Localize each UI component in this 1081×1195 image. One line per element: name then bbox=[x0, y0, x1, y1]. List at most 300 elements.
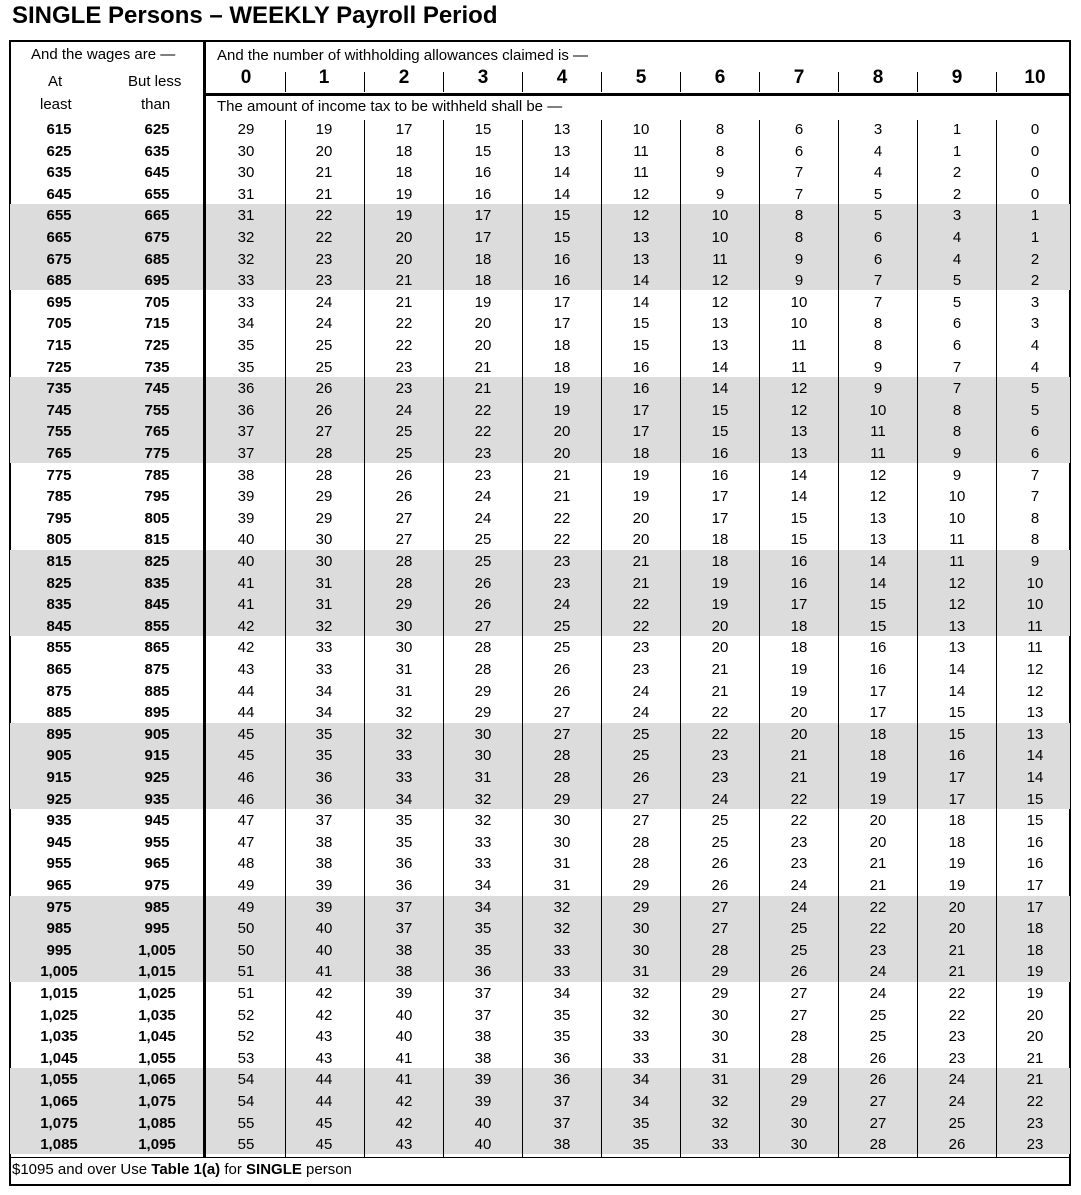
table-row bbox=[0, 832, 1081, 853]
at-least-header-line1: At bbox=[48, 73, 63, 90]
tax-amount-cell: 31 bbox=[315, 596, 333, 614]
tax-amount-cell: 18 bbox=[632, 445, 650, 462]
tax-amount-cell: 21 bbox=[869, 855, 887, 873]
tax-amount-cell: 33 bbox=[395, 747, 413, 765]
tax-amount-cell: 37 bbox=[395, 920, 413, 938]
tax-amount-cell: 18 bbox=[790, 639, 808, 657]
tax-amount-cell: 45 bbox=[237, 725, 255, 743]
tax-amount-cell: 36 bbox=[315, 769, 333, 786]
tax-amount-cell: 40 bbox=[474, 1114, 492, 1132]
tax-amount-cell: 12 bbox=[790, 401, 808, 419]
tax-amount-cell: 25 bbox=[315, 358, 333, 376]
tax-amount-cell: 23 bbox=[1026, 1114, 1044, 1132]
table-row bbox=[0, 184, 1081, 205]
tax-amount-cell: 26 bbox=[553, 682, 571, 700]
tax-amount-cell: 5 bbox=[873, 207, 883, 225]
tax-amount-cell: 26 bbox=[632, 769, 650, 786]
wage-at-least: 985 bbox=[46, 920, 72, 938]
allowance-column-header: 3 bbox=[477, 67, 489, 88]
tax-amount-cell: 16 bbox=[632, 380, 650, 398]
tax-amount-cell: 22 bbox=[948, 1006, 966, 1024]
tax-amount-cell: 22 bbox=[948, 985, 966, 1002]
tax-amount-cell: 20 bbox=[711, 617, 729, 635]
but-less-header-line1: But less bbox=[128, 73, 182, 90]
tax-amount-cell: 37 bbox=[315, 812, 333, 830]
tax-amount-cell: 40 bbox=[315, 920, 333, 938]
tax-amount-cell: 9 bbox=[952, 445, 962, 462]
tax-amount-cell: 32 bbox=[711, 1093, 729, 1110]
tax-amount-cell: 21 bbox=[315, 185, 333, 203]
but-less-header-line2: than bbox=[141, 96, 171, 113]
tax-amount-cell: 27 bbox=[315, 423, 333, 441]
wage-but-less-than: 1,015 bbox=[138, 963, 176, 981]
tax-amount-cell: 29 bbox=[474, 704, 492, 722]
wage-but-less-than: 755 bbox=[144, 401, 170, 419]
tax-amount-cell: 22 bbox=[395, 315, 413, 333]
tax-amount-cell: 11 bbox=[712, 250, 728, 268]
tax-amount-cell: 22 bbox=[790, 790, 808, 808]
tax-amount-cell: 8 bbox=[952, 423, 962, 441]
tax-amount-cell: 32 bbox=[553, 920, 571, 938]
tax-amount-cell: 38 bbox=[395, 963, 413, 981]
tax-amount-cell: 35 bbox=[395, 833, 413, 851]
tax-amount-cell: 45 bbox=[237, 747, 255, 765]
allowance-column-header: 8 bbox=[872, 67, 884, 88]
tax-amount-cell: 16 bbox=[1026, 855, 1044, 873]
wage-at-least: 795 bbox=[46, 509, 72, 527]
tax-amount-cell: 16 bbox=[1026, 833, 1044, 851]
tax-amount-cell: 22 bbox=[474, 423, 492, 441]
tax-amount-cell: 31 bbox=[237, 185, 255, 203]
wage-but-less-than: 805 bbox=[144, 509, 170, 527]
tax-amount-cell: 25 bbox=[395, 445, 413, 462]
table-row bbox=[0, 853, 1081, 874]
wage-but-less-than: 935 bbox=[144, 790, 170, 808]
tax-amount-cell: 26 bbox=[790, 963, 808, 981]
tax-amount-cell: 18 bbox=[948, 833, 966, 851]
table-row bbox=[0, 313, 1081, 334]
tax-amount-cell: 13 bbox=[1026, 704, 1044, 722]
wage-at-least: 775 bbox=[46, 466, 72, 484]
tax-amount-cell: 24 bbox=[790, 877, 808, 894]
tax-amount-cell: 16 bbox=[632, 358, 650, 376]
tax-amount-cell: 13 bbox=[790, 445, 808, 462]
tax-amount-cell: 38 bbox=[237, 466, 255, 484]
tax-amount-cell: 12 bbox=[1026, 682, 1044, 700]
tax-amount-cell: 28 bbox=[474, 661, 492, 678]
table-row bbox=[0, 508, 1081, 529]
tax-amount-cell: 13 bbox=[711, 315, 729, 333]
tax-amount-cell: 23 bbox=[474, 466, 492, 484]
tax-amount-cell: 33 bbox=[237, 272, 255, 290]
table-row bbox=[0, 270, 1081, 291]
amount-caption: The amount of income tax to be withheld shall be — bbox=[217, 98, 563, 115]
tax-amount-cell: 2 bbox=[1030, 272, 1040, 290]
tax-amount-cell: 18 bbox=[869, 725, 887, 743]
tax-amount-cell: 31 bbox=[711, 1071, 729, 1089]
wage-at-least: 845 bbox=[46, 617, 72, 635]
wage-but-less-than: 975 bbox=[144, 877, 170, 894]
tax-amount-cell: 10 bbox=[1026, 596, 1044, 614]
table-row bbox=[0, 119, 1081, 140]
tax-amount-cell: 13 bbox=[553, 142, 571, 160]
tax-amount-cell: 21 bbox=[711, 661, 729, 678]
tax-amount-cell: 21 bbox=[1026, 1049, 1044, 1067]
tax-amount-cell: 24 bbox=[395, 401, 413, 419]
tax-amount-cell: 18 bbox=[474, 250, 492, 268]
allowance-column-header: 0 bbox=[240, 67, 252, 88]
tax-amount-cell: 6 bbox=[873, 250, 883, 268]
tax-amount-cell: 30 bbox=[395, 617, 413, 635]
tax-amount-cell: 28 bbox=[315, 445, 333, 462]
allowance-column-header: 5 bbox=[635, 67, 647, 88]
tax-amount-cell: 21 bbox=[632, 553, 650, 570]
tax-amount-cell: 16 bbox=[474, 185, 492, 203]
tax-amount-cell: 17 bbox=[632, 401, 650, 419]
tax-amount-cell: 15 bbox=[632, 337, 650, 354]
tax-amount-cell: 16 bbox=[948, 747, 966, 765]
wage-but-less-than: 635 bbox=[144, 142, 170, 160]
table-row bbox=[0, 249, 1081, 270]
tax-amount-cell: 48 bbox=[237, 855, 255, 873]
wage-at-least: 1,055 bbox=[40, 1071, 78, 1089]
tax-amount-cell: 43 bbox=[395, 1136, 413, 1154]
tax-amount-cell: 20 bbox=[474, 315, 492, 333]
tax-amount-cell: 22 bbox=[553, 531, 571, 549]
tax-amount-cell: 32 bbox=[632, 1006, 650, 1024]
table-row bbox=[0, 335, 1081, 356]
tax-amount-cell: 21 bbox=[790, 747, 808, 765]
table-row bbox=[0, 141, 1081, 162]
allowance-column-header: 10 bbox=[1024, 67, 1046, 88]
tax-amount-cell: 6 bbox=[952, 315, 962, 333]
tax-amount-cell: 12 bbox=[948, 596, 966, 614]
tax-amount-cell: 25 bbox=[632, 747, 650, 765]
tax-amount-cell: 26 bbox=[315, 401, 333, 419]
tax-amount-cell: 20 bbox=[790, 725, 808, 743]
tax-amount-cell: 21 bbox=[395, 293, 413, 311]
tax-amount-cell: 22 bbox=[553, 509, 571, 527]
footer-prefix: $1095 and over Use bbox=[12, 1161, 152, 1178]
tax-amount-cell: 28 bbox=[632, 855, 650, 873]
tax-amount-cell: 31 bbox=[553, 877, 571, 894]
footer-middle: for bbox=[220, 1161, 247, 1178]
tax-amount-cell: 22 bbox=[315, 207, 333, 225]
wage-but-less-than: 785 bbox=[144, 466, 170, 484]
tax-amount-cell: 29 bbox=[395, 596, 413, 614]
tax-amount-cell: 15 bbox=[869, 596, 887, 614]
tax-amount-cell: 32 bbox=[237, 229, 255, 246]
tax-amount-cell: 33 bbox=[315, 639, 333, 657]
tax-amount-cell: 17 bbox=[553, 315, 571, 333]
tax-amount-cell: 32 bbox=[474, 790, 492, 808]
wage-at-least: 885 bbox=[46, 704, 72, 722]
tax-amount-cell: 1 bbox=[1030, 207, 1040, 225]
wage-but-less-than: 675 bbox=[144, 229, 170, 246]
tax-amount-cell: 31 bbox=[395, 661, 413, 678]
tax-amount-cell: 7 bbox=[952, 380, 962, 398]
header-column-separator bbox=[680, 72, 681, 92]
tax-amount-cell: 14 bbox=[790, 488, 808, 506]
tax-amount-cell: 44 bbox=[237, 704, 255, 722]
tax-amount-cell: 30 bbox=[632, 920, 650, 938]
tax-amount-cell: 1 bbox=[1030, 229, 1040, 246]
tax-amount-cell: 46 bbox=[237, 790, 255, 808]
tax-amount-cell: 18 bbox=[553, 337, 571, 354]
tax-amount-cell: 2 bbox=[1030, 250, 1040, 268]
tax-amount-cell: 25 bbox=[869, 1028, 887, 1046]
tax-amount-cell: 20 bbox=[395, 250, 413, 268]
tax-amount-cell: 14 bbox=[632, 272, 650, 290]
tax-amount-cell: 13 bbox=[869, 509, 887, 527]
wage-at-least: 865 bbox=[46, 661, 72, 678]
tax-amount-cell: 13 bbox=[632, 250, 650, 268]
wage-but-less-than: 705 bbox=[144, 293, 170, 311]
tax-amount-cell: 36 bbox=[553, 1049, 571, 1067]
tax-amount-cell: 23 bbox=[395, 358, 413, 376]
tax-amount-cell: 5 bbox=[873, 185, 883, 203]
table-row bbox=[0, 443, 1081, 464]
tax-amount-cell: 38 bbox=[315, 855, 333, 873]
wage-but-less-than: 835 bbox=[144, 574, 170, 592]
tax-amount-cell: 53 bbox=[237, 1049, 255, 1067]
tax-amount-cell: 32 bbox=[553, 898, 571, 916]
tax-amount-cell: 33 bbox=[632, 1049, 650, 1067]
tax-amount-cell: 20 bbox=[711, 639, 729, 657]
wage-but-less-than: 745 bbox=[144, 380, 170, 398]
tax-amount-cell: 0 bbox=[1030, 164, 1040, 182]
tax-amount-cell: 26 bbox=[553, 661, 571, 678]
tax-amount-cell: 5 bbox=[1030, 380, 1040, 398]
tax-amount-cell: 14 bbox=[869, 574, 887, 592]
tax-amount-cell: 11 bbox=[949, 553, 965, 570]
tax-amount-cell: 24 bbox=[632, 704, 650, 722]
tax-amount-cell: 22 bbox=[711, 725, 729, 743]
tax-amount-cell: 22 bbox=[474, 401, 492, 419]
footer-divider-line bbox=[10, 1157, 1071, 1158]
tax-amount-cell: 33 bbox=[237, 293, 255, 311]
tax-amount-cell: 28 bbox=[395, 574, 413, 592]
tax-amount-cell: 22 bbox=[632, 617, 650, 635]
wage-but-less-than: 905 bbox=[144, 725, 170, 743]
tax-amount-cell: 34 bbox=[315, 682, 333, 700]
at-least-header-line2: least bbox=[40, 96, 72, 113]
table-row bbox=[0, 659, 1081, 680]
wage-but-less-than: 985 bbox=[144, 898, 170, 916]
footer-note bbox=[12, 1161, 352, 1178]
wage-but-less-than: 625 bbox=[144, 121, 170, 138]
tax-amount-cell: 38 bbox=[553, 1136, 571, 1154]
tax-amount-cell: 24 bbox=[474, 488, 492, 506]
tax-amount-cell: 50 bbox=[237, 941, 255, 959]
tax-amount-cell: 31 bbox=[237, 207, 255, 225]
tax-amount-cell: 17 bbox=[948, 790, 966, 808]
tax-amount-cell: 4 bbox=[952, 250, 962, 268]
tax-amount-cell: 23 bbox=[315, 272, 333, 290]
tax-amount-cell: 28 bbox=[869, 1136, 887, 1154]
tax-amount-cell: 17 bbox=[1026, 877, 1044, 894]
tax-amount-cell: 39 bbox=[474, 1071, 492, 1089]
tax-amount-cell: 13 bbox=[948, 639, 966, 657]
tax-amount-cell: 26 bbox=[869, 1071, 887, 1089]
tax-amount-cell: 42 bbox=[315, 985, 333, 1002]
tax-amount-cell: 6 bbox=[952, 337, 962, 354]
tax-amount-cell: 25 bbox=[790, 920, 808, 938]
tax-amount-cell: 8 bbox=[1030, 509, 1040, 527]
tax-amount-cell: 30 bbox=[395, 639, 413, 657]
tax-amount-cell: 15 bbox=[711, 401, 729, 419]
tax-amount-cell: 25 bbox=[553, 639, 571, 657]
tax-amount-cell: 22 bbox=[395, 337, 413, 354]
tax-amount-cell: 23 bbox=[869, 941, 887, 959]
table-row bbox=[0, 1005, 1081, 1026]
tax-amount-cell: 40 bbox=[474, 1136, 492, 1154]
allowance-column-header: 1 bbox=[318, 67, 330, 88]
allowance-column-header: 6 bbox=[714, 67, 726, 88]
tax-amount-cell: 36 bbox=[237, 380, 255, 398]
tax-amount-cell: 13 bbox=[869, 531, 887, 549]
tax-amount-cell: 35 bbox=[315, 747, 333, 765]
tax-amount-cell: 36 bbox=[474, 963, 492, 981]
tax-amount-cell: 35 bbox=[474, 941, 492, 959]
tax-amount-cell: 39 bbox=[315, 877, 333, 894]
tax-amount-cell: 49 bbox=[237, 898, 255, 916]
tax-amount-cell: 47 bbox=[237, 833, 255, 851]
tax-amount-cell: 18 bbox=[395, 164, 413, 182]
tax-amount-cell: 38 bbox=[315, 833, 333, 851]
tax-amount-cell: 24 bbox=[869, 985, 887, 1002]
tax-amount-cell: 36 bbox=[315, 790, 333, 808]
tax-amount-cell: 32 bbox=[632, 985, 650, 1002]
tax-amount-cell: 22 bbox=[1026, 1093, 1044, 1110]
tax-amount-cell: 31 bbox=[315, 574, 333, 592]
tax-amount-cell: 33 bbox=[553, 963, 571, 981]
tax-amount-cell: 40 bbox=[395, 1006, 413, 1024]
header-column-separator bbox=[443, 72, 444, 92]
tax-amount-cell: 20 bbox=[869, 812, 887, 830]
tax-amount-cell: 16 bbox=[869, 661, 887, 678]
tax-amount-cell: 22 bbox=[315, 229, 333, 246]
tax-amount-cell: 43 bbox=[237, 661, 255, 678]
tax-amount-cell: 14 bbox=[553, 164, 571, 182]
tax-amount-cell: 19 bbox=[474, 293, 492, 311]
tax-amount-cell: 10 bbox=[1026, 574, 1044, 592]
tax-amount-cell: 28 bbox=[474, 639, 492, 657]
table-row bbox=[0, 1134, 1081, 1155]
tax-amount-cell: 7 bbox=[1030, 488, 1040, 506]
table-row bbox=[0, 551, 1081, 572]
table-row bbox=[0, 1048, 1081, 1069]
tax-amount-cell: 11 bbox=[633, 164, 649, 182]
tax-amount-cell: 7 bbox=[952, 358, 962, 376]
tax-amount-cell: 21 bbox=[315, 164, 333, 182]
table-row bbox=[0, 357, 1081, 378]
tax-amount-cell: 17 bbox=[790, 596, 808, 614]
tax-amount-cell: 24 bbox=[632, 682, 650, 700]
wage-at-least: 835 bbox=[46, 596, 72, 614]
tax-amount-cell: 19 bbox=[1026, 985, 1044, 1002]
wage-at-least: 805 bbox=[46, 531, 72, 549]
tax-amount-cell: 30 bbox=[632, 941, 650, 959]
tax-amount-cell: 27 bbox=[790, 985, 808, 1002]
tax-amount-cell: 26 bbox=[711, 877, 729, 894]
tax-amount-cell: 19 bbox=[711, 574, 729, 592]
tax-amount-cell: 20 bbox=[553, 423, 571, 441]
tax-amount-cell: 21 bbox=[948, 963, 966, 981]
table-row bbox=[0, 594, 1081, 615]
wage-at-least: 685 bbox=[46, 272, 72, 290]
wage-but-less-than: 1,055 bbox=[138, 1049, 176, 1067]
allowance-column-header: 9 bbox=[951, 67, 963, 88]
table-row bbox=[0, 810, 1081, 831]
tax-amount-cell: 20 bbox=[632, 509, 650, 527]
wage-but-less-than: 865 bbox=[144, 639, 170, 657]
tax-amount-cell: 34 bbox=[237, 315, 255, 333]
allowance-column-header: 2 bbox=[398, 67, 410, 88]
tax-amount-cell: 14 bbox=[1026, 769, 1044, 786]
tax-amount-cell: 30 bbox=[474, 725, 492, 743]
tax-amount-cell: 24 bbox=[711, 790, 729, 808]
tax-amount-cell: 17 bbox=[474, 207, 492, 225]
wage-at-least: 1,005 bbox=[40, 963, 78, 981]
table-row bbox=[0, 400, 1081, 421]
tax-amount-cell: 18 bbox=[474, 272, 492, 290]
tax-amount-cell: 11 bbox=[791, 358, 807, 376]
tax-amount-cell: 37 bbox=[237, 423, 255, 441]
tax-amount-cell: 1 bbox=[952, 142, 962, 160]
tax-amount-cell: 16 bbox=[553, 250, 571, 268]
tax-amount-cell: 17 bbox=[553, 293, 571, 311]
wage-at-least: 765 bbox=[46, 445, 72, 462]
tax-amount-cell: 35 bbox=[553, 1028, 571, 1046]
tax-amount-cell: 29 bbox=[237, 121, 255, 138]
tax-amount-cell: 12 bbox=[632, 185, 650, 203]
tax-amount-cell: 10 bbox=[711, 207, 729, 225]
table-row bbox=[0, 918, 1081, 939]
tax-amount-cell: 17 bbox=[711, 509, 729, 527]
tax-amount-cell: 23 bbox=[790, 855, 808, 873]
tax-amount-cell: 29 bbox=[315, 509, 333, 527]
tax-amount-cell: 21 bbox=[395, 272, 413, 290]
tax-amount-cell: 20 bbox=[553, 445, 571, 462]
wage-but-less-than: 655 bbox=[144, 185, 170, 203]
tax-amount-cell: 39 bbox=[474, 1093, 492, 1110]
tax-amount-cell: 29 bbox=[474, 682, 492, 700]
tax-amount-cell: 25 bbox=[948, 1114, 966, 1132]
tax-amount-cell: 11 bbox=[633, 142, 649, 160]
tax-amount-cell: 20 bbox=[948, 898, 966, 916]
tax-amount-cell: 23 bbox=[632, 639, 650, 657]
tax-amount-cell: 27 bbox=[632, 812, 650, 830]
tax-amount-cell: 15 bbox=[632, 315, 650, 333]
tax-amount-cell: 49 bbox=[237, 877, 255, 894]
tax-amount-cell: 42 bbox=[395, 1093, 413, 1110]
tax-amount-cell: 40 bbox=[237, 553, 255, 570]
table-row bbox=[0, 378, 1081, 399]
tax-amount-cell: 12 bbox=[869, 466, 887, 484]
tax-amount-cell: 11 bbox=[1027, 617, 1043, 635]
wage-at-least: 1,065 bbox=[40, 1093, 78, 1110]
tax-amount-cell: 10 bbox=[790, 293, 808, 311]
tax-amount-cell: 34 bbox=[395, 790, 413, 808]
tax-amount-cell: 11 bbox=[949, 531, 965, 549]
tax-amount-cell: 10 bbox=[711, 229, 729, 246]
wage-at-least: 895 bbox=[46, 725, 72, 743]
tax-amount-cell: 24 bbox=[790, 898, 808, 916]
tax-amount-cell: 15 bbox=[553, 229, 571, 246]
tax-amount-cell: 46 bbox=[237, 769, 255, 786]
tax-amount-cell: 25 bbox=[395, 423, 413, 441]
